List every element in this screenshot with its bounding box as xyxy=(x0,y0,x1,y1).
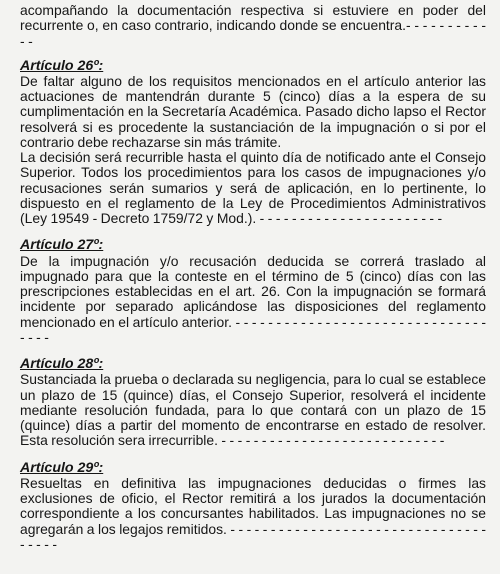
article-27-paragraph: De la impugnación y/o recusación deducida se correrá traslado al impugnado para que la conteste en el término de 5 (cinco) días con las prescripciones establecidas en el art. 26. Con la impugnación se formará incidente por separado aplicándose las disposiciones del reglamento mencionado en el artículo anterior. - - - - - - - - - - - - - - - - - - - - - - - - - - - - - - - - - - - xyxy=(20,252,486,345)
article-28-paragraph: Sustanciada la prueba o declarada su negligencia, para lo cual se establece un plazo de 15 (quince) días, el Consejo Superior, resolverá el incidente mediante resolución fundada, para lo que contará con un plazo de 15 (quince) días a partir del momento de encontrarse en estado de resolver. Esta resolución sera irrecurrible. - - - - - - - - - - - - - - - - - - - - - - - - - - - - xyxy=(20,371,486,449)
article-28-heading: Artículo 28º: xyxy=(20,356,104,373)
article-29-paragraph: Resueltas en definitiva las impugnaciones deducidas o firmes las exclusiones de oficio, el Rector remitirá a los jurados la documentación correspondiente a los concursantes habilitados. Las impugnaciones no se agregarán a los legajos remitidos. - - - - - - - - - - - - - - - - - - - - - - - - - - - - - - - - - - - - - xyxy=(20,474,486,552)
article-29 xyxy=(20,461,486,552)
article-26 xyxy=(20,59,486,227)
intro-paragraph: acompañando la documentación respectiva si estuviere en poder del recurrente o, en caso contrario, indicando donde se encuentra.- - - - - - - - - - - - xyxy=(20,2,486,49)
article-26-heading: Artículo 26º: xyxy=(20,57,104,74)
article-29-heading: Artículo 29º: xyxy=(20,459,104,476)
article-27 xyxy=(20,238,486,345)
article-26-paragraph-2: La decisión será recurrible hasta el quinto día de notificado ante el Consejo Superior. Todos los procedimientos para los casos de impugnaciones y/o recusaciones serán sumarios y será de aplicación, en lo pertinente, lo dispuesto en el reglamento de la Ley de Procedimientos Administrativos (Ley 19549 - Decreto 1759/72 y Mod.). - - - - - - - - - - - - - - - - - - - - - - - xyxy=(20,149,486,227)
article-27-heading: Artículo 27º: xyxy=(20,237,104,254)
article-28 xyxy=(20,357,486,448)
article-26-paragraph-1: De faltar alguno de los requisitos mencionados en el artículo anterior las actuaciones de mantendrán durante 5 (cinco) días a la espera de su cumplimentación en la Secretaría Académica. Pasado dicho lapso el Rector resolverá si es procedente la sustanciación de la impugnación o si por el contrario debe rechazarse sin más trámite. xyxy=(20,72,486,150)
